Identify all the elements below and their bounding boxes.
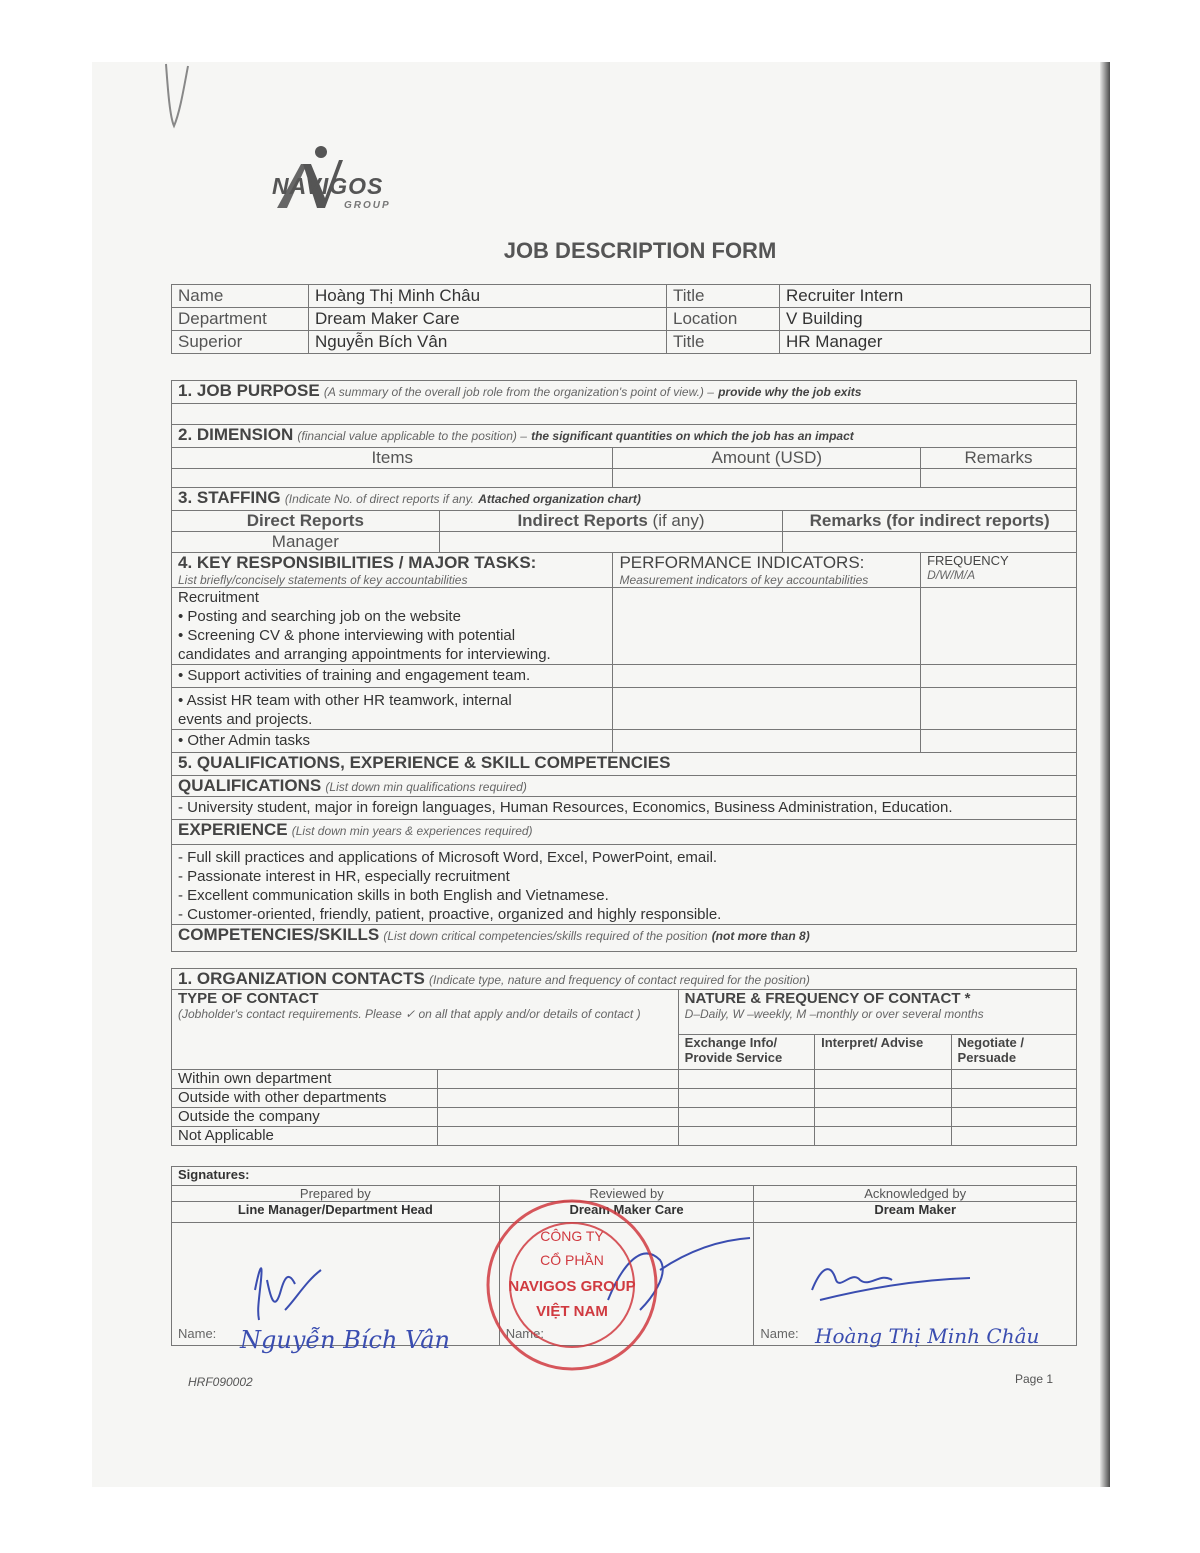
experience-line: - Full skill practices and applications of Microsoft Word, Excel, PowerPoint, email. (178, 849, 718, 866)
key-responsibilities-heading: 4. KEY RESPONSIBILITIES / MAJOR TASKS: (178, 553, 537, 572)
title2-label: Title (667, 331, 780, 354)
contact-row-label: Outside with other departments (172, 1089, 438, 1108)
name-label-prepared: Name: (178, 1326, 217, 1341)
title2-value: HR Manager (780, 331, 1091, 354)
contact-check-cell[interactable] (678, 1108, 814, 1127)
experience-hint: (List down min years & experiences required) (291, 824, 533, 838)
task-line: candidates and arranging appointments for interviewing. (178, 646, 551, 663)
form-code: HRF090002 (188, 1375, 253, 1389)
contact-check-cell[interactable] (951, 1089, 1076, 1108)
contact-check-cell[interactable] (951, 1070, 1076, 1089)
acknowledged-role: Dream Maker (754, 1202, 1077, 1223)
type-of-contact-hint: (Jobholder's contact requirements. Please ✓ on all that apply and/or details of contact ) (178, 1007, 641, 1021)
contact-check-cell[interactable] (815, 1089, 951, 1108)
org-contacts-hint: (Indicate type, nature and frequency of contact required for the position) (428, 973, 810, 987)
contact-detail-cell[interactable] (437, 1127, 678, 1146)
qualifications-heading: QUALIFICATIONS (178, 776, 322, 795)
experience-line: - Customer-oriented, friendly, patient, proactive, organized and highly responsible. (178, 906, 722, 923)
dimension-col-amount: Amount (USD) (613, 448, 921, 469)
job-purpose-hint-bold: provide why the job exits (718, 385, 862, 399)
org-contacts-heading: 1. ORGANIZATION CONTACTS (178, 969, 425, 988)
location-label: Location (667, 308, 780, 331)
signature-name-prepared: Nguyễn Bích Vân (240, 1326, 450, 1354)
contact-row-label: Within own department (172, 1070, 438, 1089)
title-value: Recruiter Intern (780, 285, 1091, 308)
section-staffing (172, 488, 1077, 511)
performance-indicators-hint: Measurement indicators of key accountabilities (619, 573, 869, 587)
task-cell (172, 588, 613, 665)
qualifications-text: - University student, major in foreign languages, Human Resources, Economics, Business Administration, Education. (172, 797, 1077, 820)
col-interpret-advise: Interpret/ Advise (815, 1035, 951, 1070)
department-value: Dream Maker Care (309, 308, 667, 331)
dimension-amount-cell[interactable] (613, 469, 921, 488)
task-cell (172, 688, 613, 730)
task-line: • Screening CV & phone interviewing with potential (178, 627, 516, 644)
signature-prepared-icon (245, 1250, 335, 1325)
col-exchange-info: Exchange Info/ Provide Service (678, 1035, 814, 1070)
staffing-col-indirect-hint: (if any) (652, 511, 705, 530)
job-purpose-hint: (A summary of the overall job role from the organization's point of view.) – (323, 385, 714, 399)
contact-check-cell[interactable] (678, 1089, 814, 1108)
contact-detail-cell[interactable] (437, 1108, 678, 1127)
staffing-col-remarks: Remarks (for indirect reports) (783, 511, 1077, 532)
qualifications-hint: (List down min qualifications required) (325, 780, 527, 794)
experience-content (172, 845, 1077, 925)
staffing-direct-value[interactable]: Manager (172, 532, 440, 553)
section-dimension (172, 425, 1077, 448)
key-responsibilities-header (172, 553, 613, 588)
contact-detail-cell[interactable] (437, 1089, 678, 1108)
page-number: Page 1 (1015, 1372, 1054, 1386)
dimension-col-remarks: Remarks (921, 448, 1077, 469)
performance-cell[interactable] (613, 688, 921, 730)
competencies-hint: (List down critical competencies/skills required of the position (383, 929, 708, 943)
contact-detail-cell[interactable] (437, 1070, 678, 1089)
task-cell (172, 665, 613, 688)
frequency-hint: D/W/M/A (927, 568, 976, 582)
frequency-cell[interactable] (921, 730, 1077, 753)
staffing-col-indirect (439, 511, 783, 532)
type-of-contact-heading: TYPE OF CONTACT (178, 990, 319, 1007)
prepared-role: Line Manager/Department Head (172, 1202, 500, 1223)
nature-frequency-header (678, 990, 1076, 1035)
key-responsibilities-hint: List briefly/concisely statements of key accountabilities (178, 573, 468, 587)
experience-line: - Excellent communication skills in both English and Vietnamese. (178, 887, 609, 904)
stamp-line-4: VIỆT NAM (536, 1303, 608, 1320)
reviewed-role: Dream Maker Care (499, 1202, 754, 1223)
dimension-hint: (financial value applicable to the position) – (297, 429, 527, 443)
section-job-purpose (172, 381, 1077, 404)
frequency-heading: FREQUENCY (927, 553, 1009, 568)
department-label: Department (172, 308, 309, 331)
header-table (171, 284, 1091, 354)
task-line: • Other Admin tasks (178, 732, 310, 749)
acknowledged-by-label: Acknowledged by (754, 1186, 1077, 1202)
competencies-header (172, 925, 1077, 952)
task-row (172, 730, 1077, 753)
competencies-heading: COMPETENCIES/SKILLS (178, 925, 380, 944)
contact-check-cell[interactable] (678, 1070, 814, 1089)
superior-label: Superior (172, 331, 309, 354)
name-label: Name (172, 285, 309, 308)
performance-indicators-heading: PERFORMANCE INDICATORS: (619, 553, 865, 572)
dimension-remarks-cell[interactable] (921, 469, 1077, 488)
contact-check-cell[interactable] (815, 1070, 951, 1089)
frequency-cell[interactable] (921, 588, 1077, 665)
name-label-acknowledged: Name: (760, 1326, 799, 1341)
job-purpose-heading: 1. JOB PURPOSE (178, 381, 320, 400)
page-title: JOB DESCRIPTION FORM (503, 238, 777, 263)
task-row (172, 665, 1077, 688)
performance-cell[interactable] (613, 588, 921, 665)
staffing-hint: (Indicate No. of direct reports if any. (284, 492, 475, 506)
name-label-reviewed: Name: (505, 1326, 544, 1341)
stamp-line-1: CÔNG TY (540, 1228, 604, 1244)
performance-cell[interactable] (613, 730, 921, 753)
qualifications-header (172, 776, 1077, 797)
job-description-table (171, 380, 1077, 952)
performance-indicators-header (613, 553, 921, 588)
staffing-col-direct: Direct Reports (172, 511, 440, 532)
task-line: • Posting and searching job on the website (178, 608, 461, 625)
competencies-hint-bold: (not more than 8) (711, 929, 810, 943)
frequency-cell[interactable] (921, 665, 1077, 688)
staple-mark (158, 62, 198, 132)
signature-acknowledged-icon (800, 1250, 980, 1310)
frequency-header (921, 553, 1077, 588)
type-of-contact-header (172, 990, 679, 1070)
stamp-line-2: CỔ PHẦN (540, 1252, 604, 1268)
experience-heading: EXPERIENCE (178, 820, 288, 839)
experience-header (172, 820, 1077, 845)
task-row (172, 588, 1077, 665)
stamp-line-3: NAVIGOS GROUP (508, 1278, 636, 1295)
staffing-heading: 3. STAFFING (178, 488, 281, 507)
staffing-indirect-value[interactable] (439, 532, 783, 553)
dimension-hint-bold: the significant quantities on which the job has an impact (531, 429, 854, 443)
task-cell (172, 730, 613, 753)
task-row (172, 688, 1077, 730)
scan-edge-shadow (1100, 62, 1110, 1487)
dimension-col-items: Items (172, 448, 613, 469)
dimension-heading: 2. DIMENSION (178, 425, 294, 444)
performance-cell[interactable] (613, 665, 921, 688)
logo-name: NAVIGOS (272, 173, 384, 199)
staffing-col-indirect-label: Indirect Reports (517, 511, 648, 530)
qualifications-section-heading: 5. QUALIFICATIONS, EXPERIENCE & SKILL COMPETENCIES (172, 753, 1077, 776)
organization-contacts-table (171, 968, 1077, 1146)
experience-line: - Passionate interest in HR, especially recruitment (178, 868, 510, 885)
contact-check-cell[interactable] (951, 1127, 1076, 1146)
nature-frequency-heading: NATURE & FREQUENCY OF CONTACT * (684, 990, 971, 1007)
signatures-heading: Signatures: (172, 1167, 1077, 1186)
job-purpose-content[interactable] (172, 404, 1077, 425)
name-value: Hoàng Thị Minh Châu (309, 285, 667, 308)
logo-sub: GROUP (344, 200, 391, 211)
task-line: • Support activities of training and engagement team. (178, 667, 531, 684)
staffing-hint-bold: Attached organization chart) (478, 492, 641, 506)
signature-name-acknowledged: Hoàng Thị Minh Châu (815, 1324, 1040, 1348)
staffing-remarks-value[interactable] (783, 532, 1077, 553)
reviewed-by-label: Reviewed by (499, 1186, 754, 1202)
contact-check-cell[interactable] (815, 1127, 951, 1146)
nature-frequency-hint: D–Daily, W –weekly, M –monthly or over several months (684, 1007, 984, 1021)
contact-check-cell[interactable] (815, 1108, 951, 1127)
contact-check-cell[interactable] (951, 1108, 1076, 1127)
contact-row-label: Outside the company (172, 1108, 438, 1127)
org-contacts-header (172, 969, 1077, 990)
task-line: events and projects. (178, 711, 313, 728)
location-value: V Building (780, 308, 1091, 331)
dimension-items-cell[interactable] (172, 469, 613, 488)
task-line: Recruitment (178, 589, 259, 606)
frequency-cell[interactable] (921, 688, 1077, 730)
task-line: • Assist HR team with other HR teamwork, internal (178, 692, 512, 709)
title-label: Title (667, 285, 780, 308)
superior-value: Nguyễn Bích Vân (309, 331, 667, 354)
col-negotiate-persuade: Negotiate / Persuade (951, 1035, 1076, 1070)
prepared-by-label: Prepared by (172, 1186, 500, 1202)
contact-row-label: Not Applicable (172, 1127, 438, 1146)
contact-check-cell[interactable] (678, 1127, 814, 1146)
